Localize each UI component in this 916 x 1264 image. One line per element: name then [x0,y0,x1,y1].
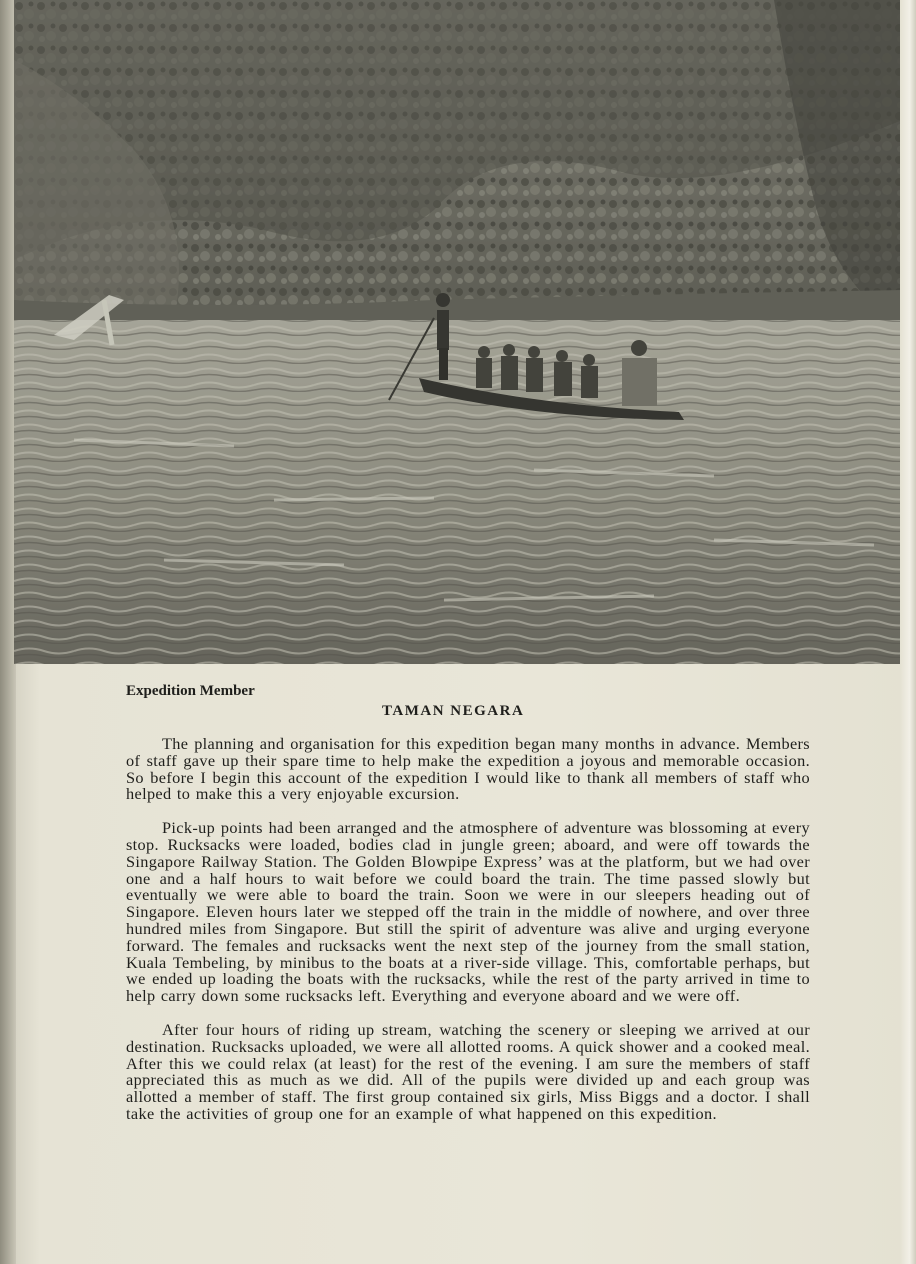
paragraph: After four hours of riding up stream, watching the scenery or sleeping we arrived at our destination. Rucksacks uploaded, we were all allotted rooms. A quick shower and a cooked meal. After this we could relax (at least) for the rest of the evening. I am sure the members of staff appreciated this as much as we did. All of the pupils were divided up and each group was allotted a member of staff. The first group contained six girls, Miss Biggs and a doctor. I shall take the activities of group one for an example of what happened on this expedition. [126,1019,810,1123]
article-title: TAMAN NEGARA [382,703,525,719]
paragraph: The planning and organisation for this expedition began many months in advance. Members of staff gave up their spare time to help make the expedition a joyous and memorable occasion. So before I begin this account of the expedition I would like to thank all members of staff who helped to make this a very enjoyable excursion. [126,734,810,804]
river-canoe-photo [14,0,902,664]
paragraph: Pick-up points had been arranged and the atmosphere of adventure was blossoming at every stop. Rucksacks were loaded, bodies clad in jungle green; aboard, and were off towards the Singapore Railway Station. The Golden Blowpipe Express’ was at the platform, but we had over one and a half hours to wait before we could board the train. The time passed slowly but eventually we were able to board the train. Soon we were in our sleepers heading out of Singapore. Eleven hours later we stepped off the train in the middle of nowhere, and over three hundred miles from Singapore. But still the spirit of adventure was alive and urging everyone forward. The females and rucksacks went the next step of the journey from the small station, Kuala Tembeling, by minibus to the boats at a river-side village. This, comfortable perhaps, but we ended up loading the boats with the rucksacks, while the rest of the party arrived in time to help carry down some rucksacks left. Everything and everyone aboard and we were off. [126,818,810,1006]
page-edge [900,0,916,1264]
article-body [126,736,810,1140]
river-canoe-photo-icon [14,0,902,664]
article-attribution: Expedition Member [126,683,255,699]
